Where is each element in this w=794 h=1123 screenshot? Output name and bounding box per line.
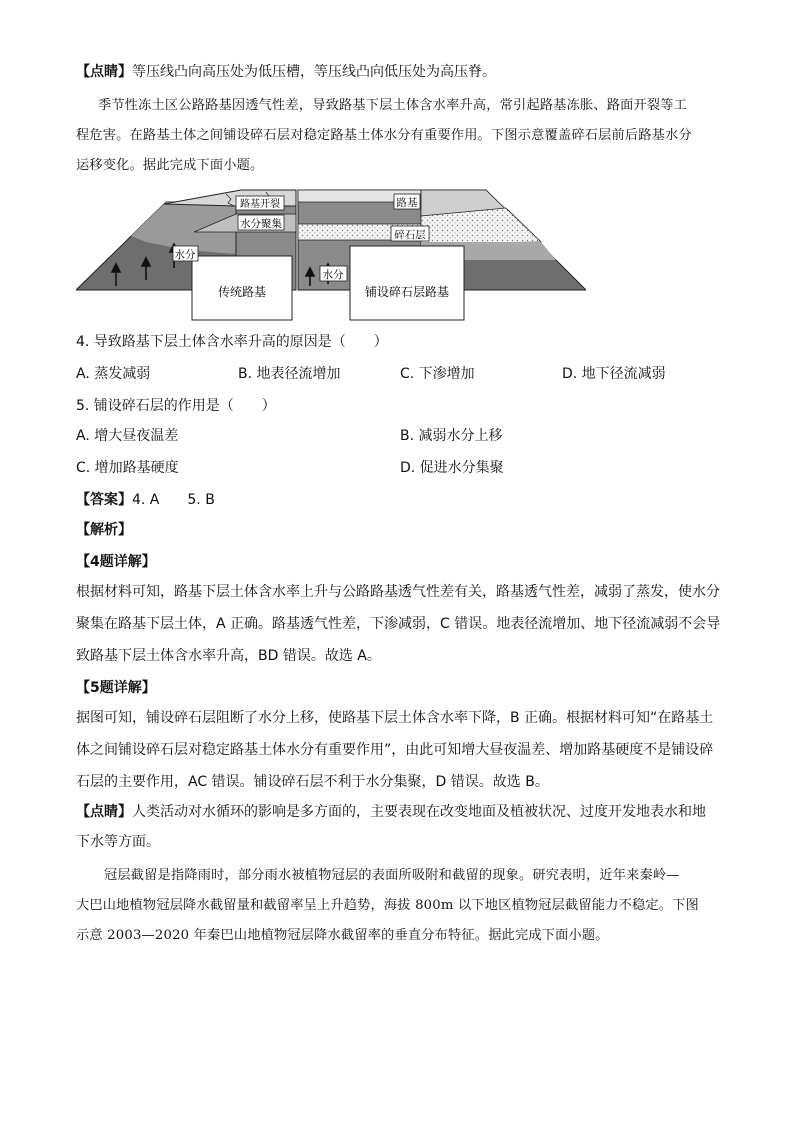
detail-4-line: 根据材料可知，路基下层土体含水率上升与公路路基透气性差有关，路基透气性差，减弱了蒸发，使水分: [76, 584, 720, 600]
material-line: 大巴山地植物冠层降水截留量和截留率呈上升趋势，海拔 800m 以下地区植物冠层截留能力不稳定。下图: [76, 898, 699, 913]
tip-paragraph-2: [76, 802, 706, 822]
answer-line: [76, 490, 215, 510]
water-label-right: 水分: [322, 269, 344, 281]
material-line: 程危害。在路基土体之间铺设碎石层对稳定路基土体水分有重要作用。下图示意覆盖碎石层前后路基水分: [76, 128, 692, 143]
q4-option-d: D. 地下径流减弱: [562, 366, 666, 382]
q5-option-b: B. 减弱水分上移: [400, 428, 503, 444]
analysis-label: 【解析】: [76, 522, 132, 538]
question-4-stem: 4. 导致路基下层土体含水率升高的原因是（ ）: [76, 334, 388, 350]
q4-option-a: A. 蒸发减弱: [76, 366, 151, 382]
tip-paragraph-1: [76, 62, 496, 82]
answer-label: 【答案】: [76, 492, 132, 508]
gravel-roadbed-label: 铺设碎石层路基: [364, 285, 450, 299]
detail-5-line: 石层的主要作用，AC 错误。铺设碎石层不利于水分集聚，D 错误。故选 B。: [76, 774, 549, 790]
tip-text: 人类活动对水循环的影响是多方面的，主要表现在改变地面及植被状况、过度开发地表水和地: [132, 804, 706, 820]
q5-option-a: A. 增大昼夜温差: [76, 428, 179, 444]
roadbed-diagram: [76, 184, 586, 324]
traditional-roadbed-label: 传统路基: [217, 285, 267, 299]
detail-5-label: 【5题详解】: [76, 680, 156, 696]
q4-option-b: B. 地表径流增加: [238, 366, 341, 382]
detail-4-line: 聚集在路基下层土体，A 正确。路基透气性差，下渗减弱，C 错误。地表径流增加、地下径流减弱不会导: [76, 616, 721, 632]
material-line: 示意 2003—2020 年秦巴山地植物冠层降水截留率的垂直分布特征。据此完成下面小题。: [76, 928, 609, 943]
detail-5-line: 体之间铺设碎石层对稳定路基土体水分有重要作用”，由此可知增大昼夜温差、增加路基硬度不是铺设碎: [76, 742, 714, 758]
answer-text: 4. A 5. B: [132, 492, 215, 508]
material-line: 季节性冻土区公路路基因透气性差，导致路基下层土体含水率升高，常引起路基冻胀、路面开裂等工: [98, 98, 688, 113]
tip-label: 【点睛】: [76, 64, 132, 80]
material-line: 运移变化。据此完成下面小题。: [76, 158, 264, 173]
q5-option-c: C. 增加路基硬度: [76, 460, 179, 476]
gravel-block: [350, 246, 464, 320]
tip-label: 【点睛】: [76, 804, 132, 820]
water-label-left: 水分: [174, 249, 196, 261]
material-line: 冠层截留是指降雨时，部分雨水被植物冠层的表面所吸附和截留的现象。研究表明，近年来秦岭—: [104, 868, 680, 883]
roadbed-label: 路基: [396, 197, 418, 209]
q4-option-c: C. 下渗增加: [400, 366, 475, 382]
tip-text: 等压线凸向高压处为低压槽，等压线凸向低压处为高压脊。: [132, 64, 496, 80]
accumulation-label: 水分聚集: [240, 218, 282, 230]
question-5-stem: 5. 铺设碎石层的作用是（ ）: [76, 398, 276, 414]
detail-5-line: 据图可知，铺设碎石层阻断了水分上移，使路基下层土体含水率下降，B 正确。根据材料可知“在路基土: [76, 710, 714, 726]
q5-option-d: D. 促进水分集聚: [400, 460, 504, 476]
detail-4-label: 【4题详解】: [76, 554, 156, 570]
crack-label: 路基开裂: [240, 199, 280, 210]
detail-4-line: 致路基下层土体含水率升高，BD 错误。故选 A。: [76, 648, 381, 664]
tip-text-continued: 下水等方面。: [76, 834, 160, 850]
gravel-label: 碎石层: [394, 229, 426, 241]
